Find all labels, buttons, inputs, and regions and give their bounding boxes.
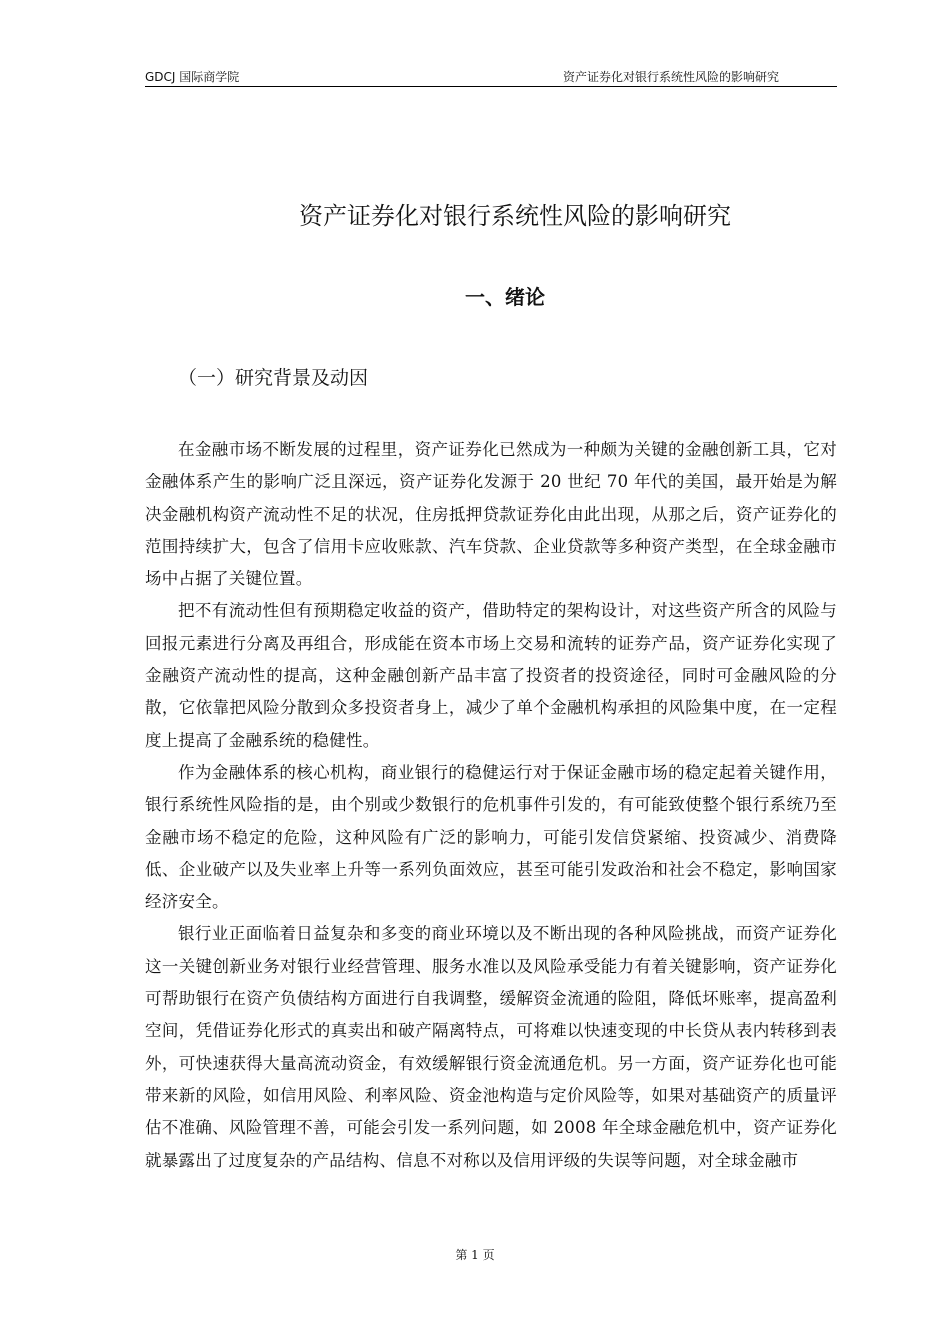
page-number: 第 1 页 xyxy=(455,1248,495,1262)
header-left: GDCJ 国际商学院 xyxy=(145,70,240,84)
paragraph-4: 银行业正面临着日益复杂和多变的商业环境以及不断出现的各种风险挑战，而资产证券化这一关键创新业务对银行业经营管理、服务水准以及风险承受能力有着关键影响，资产证券化可帮助银行在资产负债结构方面进行自我调整，缓解资金流通的险阻，降低坏账率，提高盈利空间，凭借证券化形式的真卖出和破产隔离特点，可将难以快速变现的中长贷从表内转移到表外，可快速获得大量高流动资金，有效缓解银行资金流通危机。另一方面，资产证券化也可能带来新的风险，如信用风险、利率风险、资金池构造与定价风险等，如果对基础资产的质量评估不准确、风险管理不善，可能会引发一系列问题，如 2008 年全球金融危机中，资产证券化就暴露出了过度复杂的产品结构、信息不对称以及信用评级的失误等问题，对全球金融市 xyxy=(145,924,837,1170)
paper-title: 资产证券化对银行系统性风险的影响研究 xyxy=(299,202,731,230)
paragraph-3: 作为金融体系的核心机构，商业银行的稳健运行对于保证金融市场的稳定起着关键作用，银行系统性风险指的是，由个别或少数银行的危机事件引发的，有可能致使整个银行系统乃至金融市场不稳定的危险，这种风险有广泛的影响力，可能引发信贷紧缩、投资减少、消费降低、企业破产以及失业率上升等一系列负面效应，甚至可能引发政治和社会不稳定，影响国家经济安全。 xyxy=(145,762,837,912)
section-heading: （一）研究背景及动因 xyxy=(178,367,369,389)
page-header xyxy=(145,68,837,87)
body-text xyxy=(145,434,837,1177)
paragraph-1: 在金融市场不断发展的过程里，资产证券化已然成为一种颇为关键的金融创新工具，它对金融体系产生的影响广泛且深远，资产证券化发源于 20 世纪 70 年代的美国，最开始是为解决金融机构资产流动性不足的状况，住房抵押贷款证券化由此出现，从那之后，资产证券化的范围持续扩大，包含了信用卡应收账款、汽车贷款、企业贷款等多种资产类型，在全球金融市场中占据了关键位置。 xyxy=(145,440,837,589)
header-right: 资产证券化对银行系统性风险的影响研究 xyxy=(562,70,779,84)
paragraph-2: 把不有流动性但有预期稳定收益的资产，借助特定的架构设计，对这些资产所含的风险与回报元素进行分离及再组合，形成能在资本市场上交易和流转的证券产品，资产证券化实现了金融资产流动性的提高，这种金融创新产品丰富了投资者的投资途径，同时可金融风险的分散，它依靠把风险分散到众多投资者身上，减少了单个金融机构承担的风险集中度，在一定程度上提高了金融系统的稳健性。 xyxy=(145,601,837,750)
chapter-heading: 一、绪论 xyxy=(465,285,545,309)
